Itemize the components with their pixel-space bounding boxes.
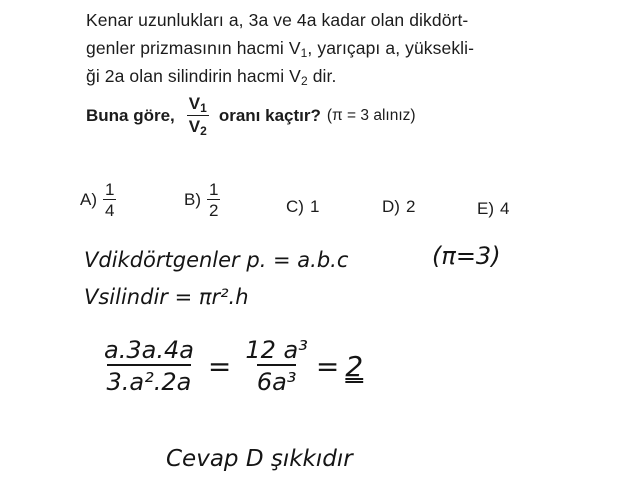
hand-equals-2: = [315, 349, 340, 383]
hand-formula-cylinder: Vsilindir = πr².h [84, 285, 249, 309]
hand-fraction-1: $\frac{a.3a.4a}{\text{3.a².2a}}$ [104, 336, 194, 396]
question-line-1: Kenar uzunlukları a, 3a ve 4a kadar olan dikdört- [86, 10, 469, 30]
pi-note: (π = 3 alınız) [326, 107, 416, 124]
option-c[interactable]: C) 1 [286, 197, 320, 216]
question-line-3: ği 2a olan silindirin hacmi $V_2$ dir. [86, 66, 337, 88]
question-prompt [86, 95, 416, 137]
hand-fraction-2: $\frac{\text{12 a³}}{\text{6a³}}$ [245, 336, 308, 396]
hand-result: 2 [345, 349, 364, 383]
hand-formula-prism: Vdikdörtgenler p. = a.b.c [84, 248, 349, 272]
hand-pi-note: (π=3) [432, 242, 501, 270]
ratio-fraction: $\frac{V_1}{V_2}$ [188, 94, 207, 138]
option-d[interactable]: D) 2 [382, 197, 416, 216]
hand-equals-1: = [207, 349, 232, 383]
question-line-2: genler prizmasının hacmi $V_1$, yarıçapı a, yüksekli- [86, 38, 475, 60]
option-e[interactable]: E) 4 [477, 199, 510, 218]
hand-answer: Cevap D şıkkıdır [166, 446, 353, 472]
option-b[interactable]: B) $\frac{1}{2}$ [184, 180, 219, 220]
prompt-prefix: Buna göre, [86, 106, 175, 125]
prompt-suffix: oranı kaçtır? [218, 106, 321, 125]
option-a[interactable]: A) $\frac{1}{4}$ [80, 180, 115, 220]
hand-equation [104, 336, 363, 396]
